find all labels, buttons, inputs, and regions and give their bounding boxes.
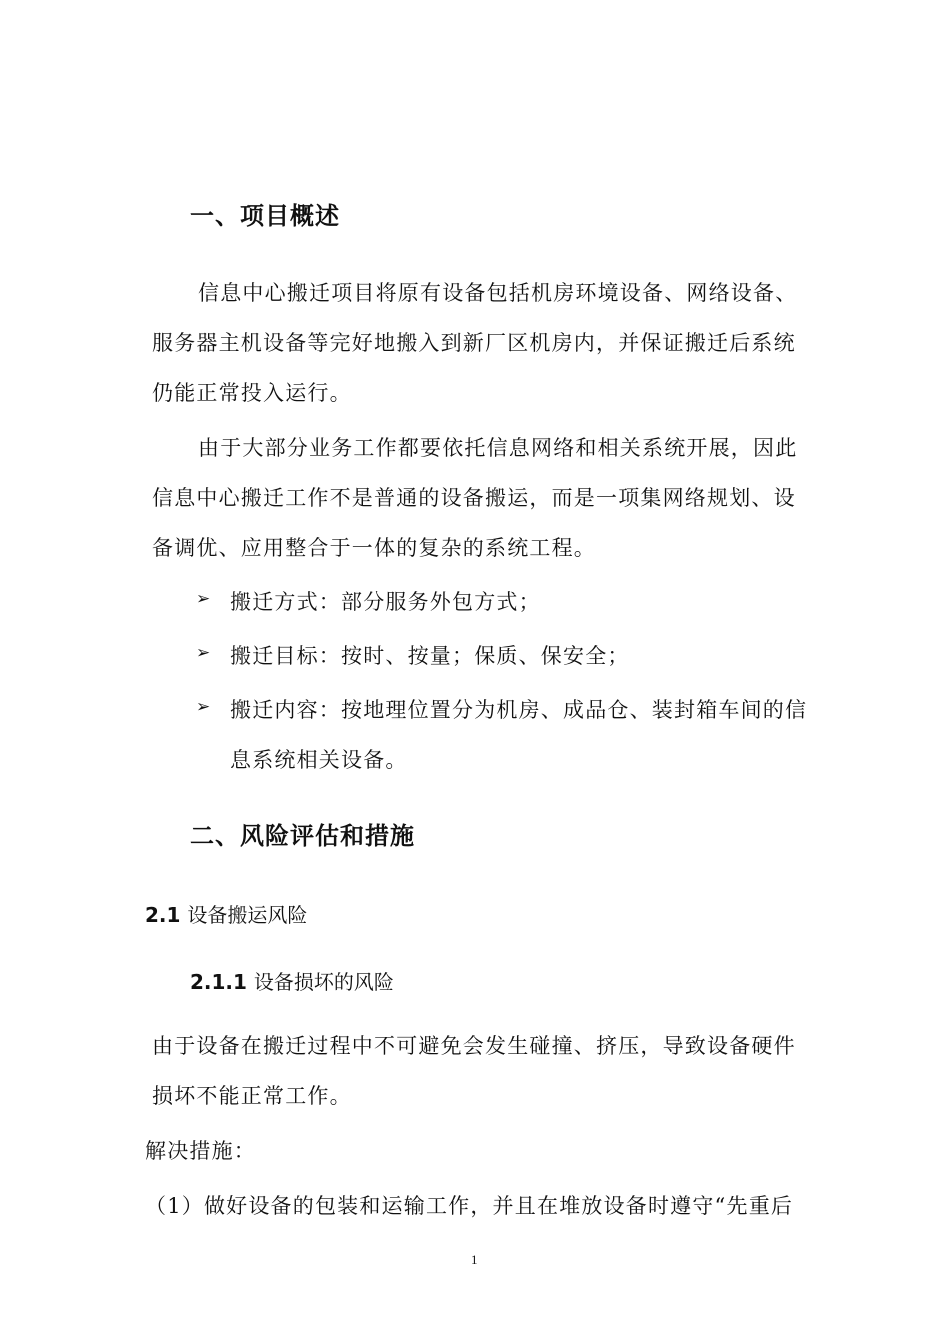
paragraph-2-line-3: 备调优、应用整合于一体的复杂的系统工程。 xyxy=(152,536,596,560)
paragraph-1-line-1: 信息中心搬迁项目将原有设备包括机房环境设备、网络设备、 xyxy=(198,281,798,305)
subsection-title: 设备搬运风险 xyxy=(187,903,308,927)
solution-label: 解决措施： xyxy=(145,1139,256,1163)
bullet-item-content-continuation: 息系统相关设备。 xyxy=(230,748,408,772)
page-number: 1 xyxy=(471,1252,478,1267)
subsection-2-1-heading xyxy=(145,899,307,928)
bullet-arrow-icon: ➢ xyxy=(196,589,211,609)
section-2-heading: 二、风险评估和措施 xyxy=(190,821,415,850)
bullet-item-content: 搬迁内容：按地理位置分为机房、成品仓、装封箱车间的信 xyxy=(230,698,808,722)
section-1-heading: 一、项目概述 xyxy=(190,201,340,230)
risk-paragraph-line-2: 损坏不能正常工作。 xyxy=(152,1084,352,1108)
subsection-number: 2.1 xyxy=(145,903,181,927)
bullet-item-method: 搬迁方式：部分服务外包方式； xyxy=(230,590,541,614)
risk-paragraph-line-1: 由于设备在搬迁过程中不可避免会发生碰撞、挤压，导致设备硬件 xyxy=(152,1034,796,1058)
subsection-title: 设备损坏的风险 xyxy=(253,970,394,994)
bullet-arrow-icon: ➢ xyxy=(196,697,211,717)
subsection-2-1-1-heading xyxy=(190,966,394,995)
bullet-arrow-icon: ➢ xyxy=(196,643,211,663)
bullet-item-goal: 搬迁目标：按时、按量；保质、保安全； xyxy=(230,644,630,668)
paragraph-2-line-1: 由于大部分业务工作都要依托信息网络和相关系统开展，因此 xyxy=(198,436,798,460)
paragraph-1-line-3: 仍能正常投入运行。 xyxy=(152,381,352,405)
paragraph-2-line-2: 信息中心搬迁工作不是普通的设备搬运，而是一项集网络规划、设 xyxy=(152,486,796,510)
subsection-number: 2.1.1 xyxy=(190,970,247,994)
paragraph-1-line-2: 服务器主机设备等完好地搬入到新厂区机房内，并保证搬迁后系统 xyxy=(152,331,796,355)
measure-1-line: （1）做好设备的包装和运输工作，并且在堆放设备时遵守“先重后 xyxy=(145,1194,794,1218)
